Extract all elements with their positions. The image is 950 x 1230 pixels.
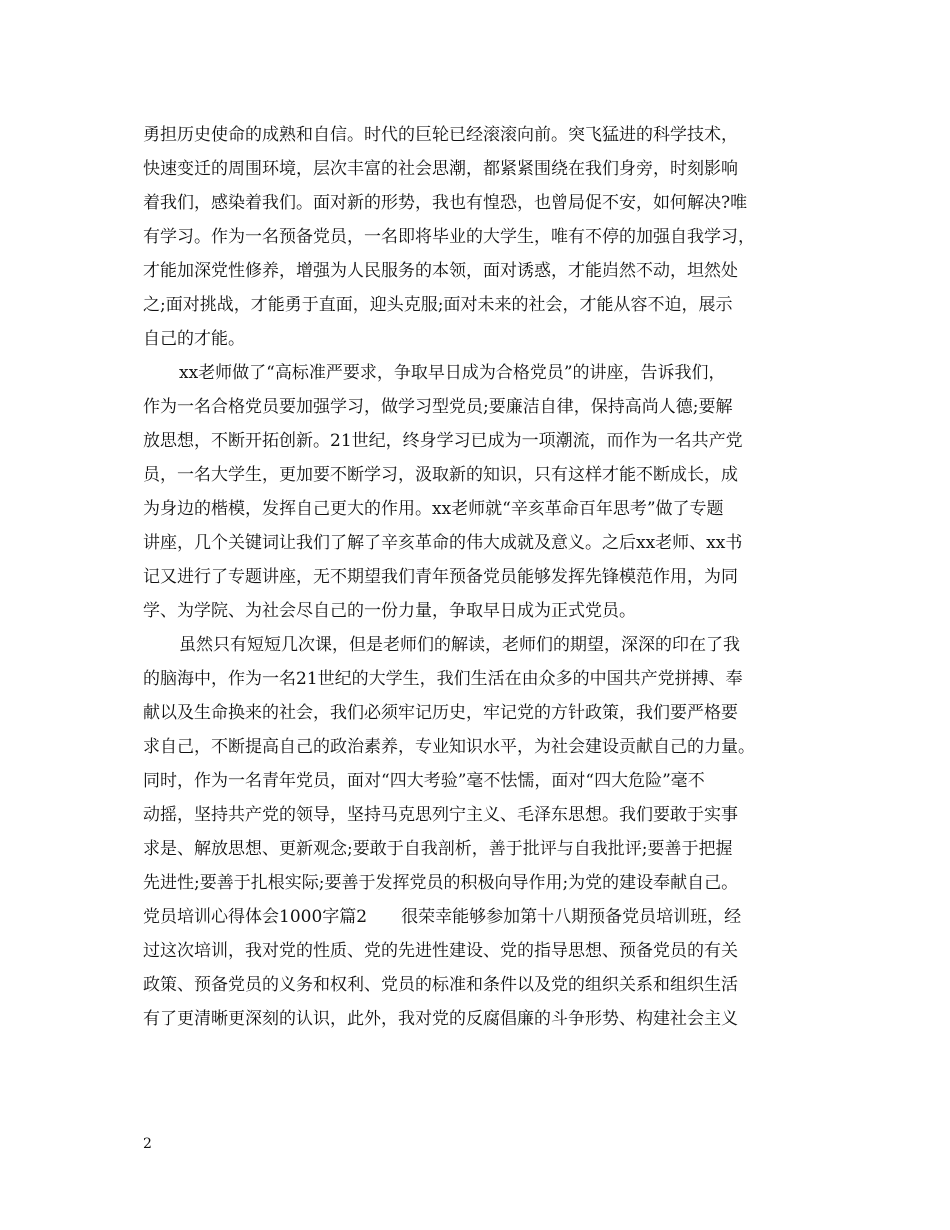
text-line: 员，一名大学生，更加要不断学习，汲取新的知识，只有这样才能不断成长，成 [143,465,738,485]
text-line: 党员培训心得体会1000字篇2 很荣幸能够参加第十八期预备党员培训班，经 [143,907,742,927]
text-line: 勇担历史使命的成熟和自信。时代的巨轮已经滚滚向前。突飞猛进的科学技术， [143,125,738,145]
text-line: 过这次培训，我对党的性质、党的先进性建设、党的指导思想、预备党员的有关 [143,941,738,961]
text-line: 虽然只有短短几次课，但是老师们的解读，老师们的期望，深深的印在了我 [179,635,740,655]
text-line: 献以及生命换来的社会，我们必须牢记历史，牢记党的方针政策，我们要严格要 [143,703,738,723]
text-line: 的脑海中，作为一名21世纪的大学生，我们生活在由众多的中国共产党拼搏、奉 [143,669,743,689]
text-line: 讲座，几个关键词让我们了解了辛亥革命的伟大成就及意义。之后xx老师、xx书 [143,533,743,553]
text-line: 自己的才能。 [143,329,245,349]
page-number: 2 [143,1136,152,1152]
text-line: 求自己，不断提高自己的政治素养，专业知识水平，为社会建设贡献自己的力量。 [143,737,755,757]
text-line: 同时，作为一名青年党员，面对“四大考验”毫不怯懦，面对“四大危险”毫不 [143,771,705,791]
text-line: 才能加深党性修养，增强为人民服务的本领，面对诱惑，才能岿然不动，坦然处 [143,261,738,281]
text-line: xx老师做了“高标准严要求，争取早日成为合格党员”的讲座，告诉我们， [179,363,726,383]
text-line: 放思想，不断开拓创新。21世纪，终身学习已成为一项潮流，而作为一名共产党 [143,431,743,451]
text-line: 有了更清晰更深刻的认识，此外，我对党的反腐倡廉的斗争形势、构建社会主义 [143,1009,738,1029]
text-line: 为身边的楷模，发挥自己更大的作用。xx老师就“辛亥革命百年思考”做了专题 [143,499,724,519]
text-line: 政策、预备党员的义务和权利、党员的标准和条件以及党的组织关系和组织生活 [143,975,738,995]
text-line: 有学习。作为一名预备党员，一名即将毕业的大学生，唯有不停的加强自我学习， [143,227,755,247]
text-line: 记又进行了专题讲座，无不期望我们青年预备党员能够发挥先锋模范作用，为同 [143,567,738,587]
text-line: 动摇，坚持共产党的领导，坚持马克思列宁主义、毛泽东思想。我们要敢于实事 [143,805,738,825]
text-line: 先进性;要善于扎根实际;要善于发挥党员的积极向导作用;为党的建设奉献自己。 [143,873,739,893]
text-line: 学、为学院、为社会尽自己的一份力量，争取早日成为正式党员。 [143,601,636,621]
text-line: 之;面对挑战，才能勇于直面，迎头克服;面对未来的社会，才能从容不迫，展示 [143,295,733,315]
text-line: 作为一名合格党员要加强学习，做学习型党员;要廉洁自律，保持高尚人德;要解 [143,397,733,417]
body-text [143,118,823,1036]
text-line: 快速变迁的周围环境，层次丰富的社会思潮，都紧紧围绕在我们身旁，时刻影响 [143,159,738,179]
text-line: 着我们，感染着我们。面对新的形势，我也有惶恐，也曾局促不安，如何解决?唯 [143,193,748,213]
text-line: 求是、解放思想、更新观念;要敢于自我剖析，善于批评与自我批评;要善于把握 [143,839,733,859]
